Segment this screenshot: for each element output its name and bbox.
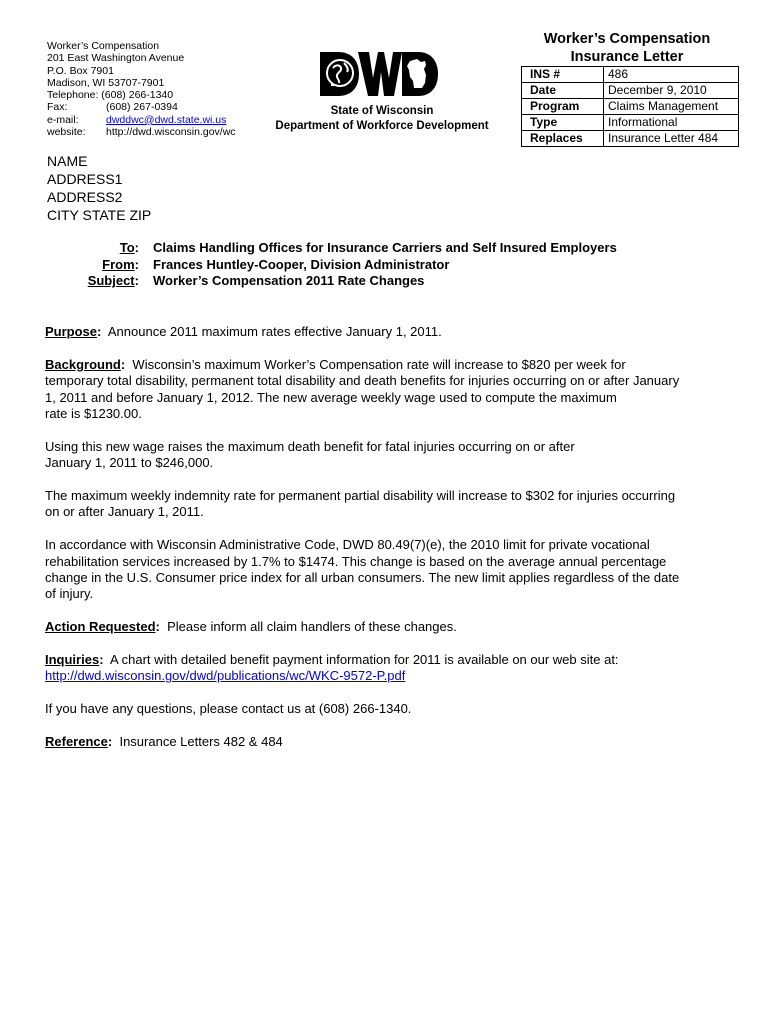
info-value: Informational [604,115,739,131]
sender-website-row [47,126,236,138]
reference-text: Insurance Letters 482 & 484 [119,734,283,750]
recipient-line: CITY STATE ZIP [47,207,152,223]
website-label: website: [47,126,86,139]
info-row-type [522,115,739,131]
ppd-line: on or after January 1, 2011. [45,504,204,520]
voc-line: change in the U.S. Consumer price index for all urban consumers. The new limit applies regardless of the date [45,570,680,586]
subject-label: Subject [87,273,135,288]
reference-paragraph: Reference: Insurance Letters 482 & 484 [45,734,283,750]
info-label: Type [522,115,604,131]
inquiries-label: Inquiries [45,652,100,668]
info-value: 486 [604,67,739,83]
letter-title-line2: Insurance Letter [570,49,684,65]
sender-telephone: Telephone: (608) 266-1340 [47,89,174,102]
inquiries-text: A chart with detailed benefit payment information for 2011 is available on our web site at: [110,652,619,668]
recipient-line: ADDRESS2 [47,189,123,205]
background-label: Background [45,356,121,372]
info-row-ins [522,67,739,83]
ppd-line: The maximum weekly indemnity rate for permanent partial disability will increase to $302 for injuries occurring [45,488,676,504]
sender-email-row [47,114,236,126]
letter-title-line1: Worker’s Compensation [543,31,711,47]
letter-info-table [521,66,739,147]
memo-header [47,240,617,290]
recipient-line: ADDRESS1 [47,171,123,187]
agency-name-block [272,104,492,134]
death-line: January 1, 2011 to $246,000. [45,455,214,471]
from-value: Frances Huntley-Cooper, Division Administrator [153,256,450,272]
questions-text: If you have any questions, please contact us at (608) 266-1340. [45,701,412,717]
vocational-paragraph [45,537,735,603]
info-row-program [522,99,739,115]
sender-fax-row [47,101,236,113]
death-benefit-paragraph [45,439,735,472]
background-line: temporary total disability, permanent total disability and death benefits for injuries occurring on or after January [45,373,680,389]
info-value: Claims Management [604,99,739,115]
email-label: e-mail: [47,113,79,126]
agency-line2: Department of Workforce Development [275,120,489,132]
publication-link[interactable]: http://dwd.wisconsin.gov/dwd/publications/wc/WKC-9572-P.pdf [45,668,406,684]
ppd-paragraph [45,488,735,521]
memo-subject-row: Subject: Worker’s Compensation 2011 Rate Changes [87,273,425,288]
inquiries-paragraph: Inquiries: A chart with detailed benefit payment information for 2011 is available on our web site at: http://dwd.wisconsin.gov/dwd/publications/wc/WKC-9572-P.pdf [45,652,619,684]
sender-pobox: P.O. Box 7901 [47,64,114,77]
questions-paragraph [45,701,735,717]
info-label: Date [522,83,604,99]
reference-label: Reference [45,734,108,750]
sender-address-block [47,40,236,138]
info-row-replaces [522,131,739,147]
voc-line: of injury. [45,586,94,602]
sender-org: Worker’s Compensation [47,40,160,52]
info-label: Program [522,99,604,115]
info-label: Replaces [522,131,604,147]
fax-label: Fax: [47,101,68,114]
purpose-paragraph: Purpose: Announce 2011 maximum rates effective January 1, 2011. [45,324,442,339]
background-line: Wisconsin’s maximum Worker’s Compensation rate will increase to $820 per week for [132,356,626,372]
info-value: December 9, 2010 [604,83,739,99]
sender-street: 201 East Washington Avenue [47,52,185,65]
to-label: To [119,240,135,255]
memo-to-row: To: Claims Handling Offices for Insurance Carriers and Self Insured Employers [119,240,617,255]
voc-line: In accordance with Wisconsin Administrative Code, DWD 80.49(7)(e), the 2010 limit for private vocational [45,537,650,553]
background-line: rate is $1230.00. [45,406,142,422]
recipient-line: NAME [47,153,88,169]
purpose-label: Purpose [45,324,98,339]
website-url: http://dwd.wisconsin.gov/wc [106,126,236,139]
to-value: Claims Handling Offices for Insurance Carriers and Self Insured Employers [153,240,617,255]
email-link[interactable]: dwddwc@dwd.state.wi.us [106,113,227,126]
action-text: Please inform all claim handlers of these changes. [167,619,457,635]
dwd-logo [318,48,440,100]
purpose-text: Announce 2011 maximum rates effective January 1, 2011. [107,324,442,339]
fax-number: (608) 267-0394 [106,101,178,114]
voc-line: rehabilitation services increased by 1.7% to $1474. This change is based on the average annual percentage [45,553,667,569]
action-paragraph: Action Requested: Please inform all claim handlers of these changes. [45,619,457,635]
info-row-date [522,83,739,99]
action-label: Action Requested [45,619,156,635]
from-label: From [102,256,135,272]
letter-body [45,324,735,767]
subject-value: Worker’s Compensation 2011 Rate Changes [153,273,425,288]
background-paragraph: Background: Wisconsin’s maximum Worker’s Compensation rate will increase to $820 per week for temporary total disability, permanent total disability and death benefits for injuries occurring on or after January 1, 2011 and before January 1, 2012. The new average weekly wage used to compute the maximum rate is $1230.00. [45,356,680,422]
agency-line1: State of Wisconsin [330,105,434,117]
info-value: Insurance Letter 484 [604,131,739,147]
recipient-address [47,152,151,224]
memo-from-row: From: Frances Huntley-Cooper, Division Administrator [102,256,450,272]
sender-city: Madison, WI 53707-7901 [47,76,165,89]
death-line: Using this new wage raises the maximum death benefit for fatal injuries occurring on or after [45,438,575,454]
info-label: INS # [522,67,604,83]
letter-title [521,30,733,66]
background-line: 1, 2011 and before January 1, 2012. The new average weekly wage used to compute the maximum [45,389,617,405]
